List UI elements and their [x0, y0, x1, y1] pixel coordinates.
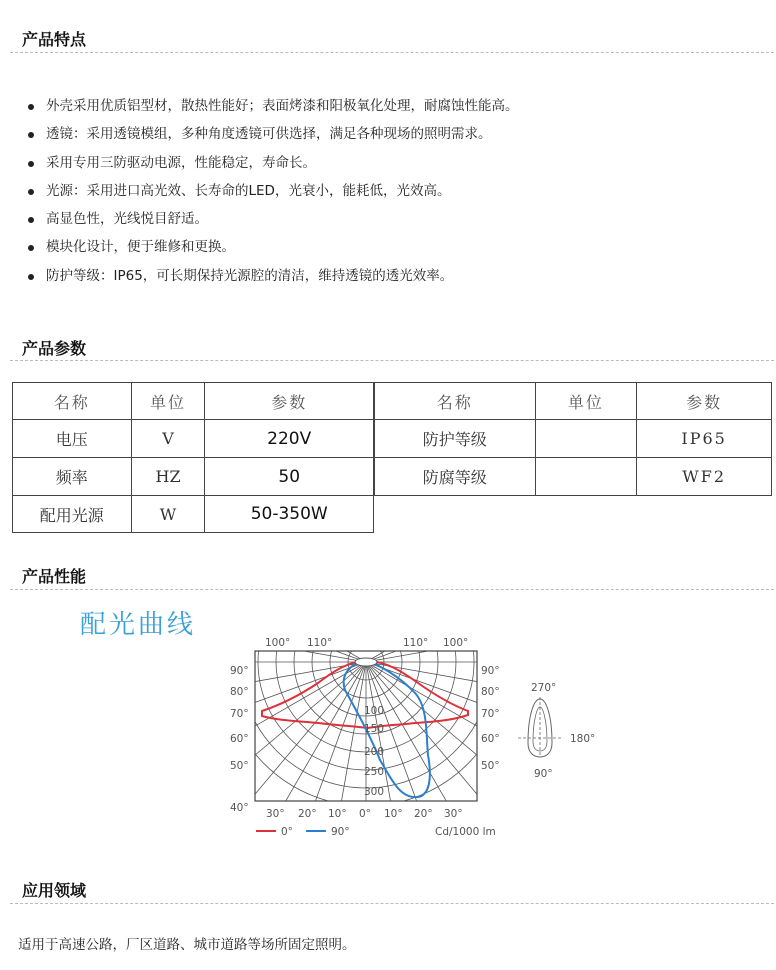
params-table-left	[12, 382, 374, 533]
param-unit: V	[131, 420, 205, 458]
param-name: 配用光源	[13, 496, 132, 533]
bottom-label: 10°	[328, 808, 347, 820]
bottom-label: 20°	[298, 808, 317, 820]
curve-title: 配光曲线	[80, 610, 197, 640]
param-value: 50	[205, 458, 374, 496]
left-label: 60°	[230, 733, 249, 745]
radial-label: 250	[364, 766, 385, 778]
left-label: 40°	[230, 802, 249, 814]
performance-divider	[10, 589, 774, 590]
header-unit: 单位	[131, 383, 205, 420]
orientation-label-270: 270°	[531, 682, 557, 694]
params-section-title: 产品参数	[22, 339, 87, 358]
header-value: 参数	[205, 383, 374, 420]
grid-radial	[366, 610, 661, 662]
header-name: 名称	[375, 383, 536, 420]
grid-radial	[366, 595, 626, 662]
orientation-diagram	[518, 682, 595, 780]
param-unit: HZ	[131, 458, 205, 496]
feature-item: 模块化设计，便于维修和更换。	[28, 233, 519, 261]
features-divider	[10, 52, 774, 53]
param-name: 电压	[13, 420, 132, 458]
feature-item: 防护等级：IP65，可长期保持光源腔的清洁，维持透镜的透光效率。	[28, 262, 519, 290]
legend-label-0deg: 0°	[281, 826, 293, 838]
param-name: 防护等级	[375, 420, 536, 458]
header-name: 名称	[13, 383, 132, 420]
bottom-label: 20°	[414, 808, 433, 820]
param-unit	[535, 458, 637, 496]
feature-item: 透镜：采用透镜模组，多种角度透镜可供选择，满足各种现场的照明需求。	[28, 120, 519, 148]
bottom-label: 30°	[266, 808, 285, 820]
features-list	[28, 92, 519, 290]
orientation-label-180: 180°	[570, 733, 596, 745]
radial-label: 200	[364, 746, 385, 758]
grid-radial	[366, 595, 648, 662]
param-value: 220V	[205, 420, 374, 458]
grid-radial	[263, 662, 366, 855]
application-divider	[10, 903, 774, 904]
left-label: 80°	[230, 686, 249, 698]
legend-label-90deg: 90°	[331, 826, 350, 838]
left-label: 70°	[230, 708, 249, 720]
param-name: 频率	[13, 458, 132, 496]
radial-label: 150	[364, 723, 385, 735]
luminaire-center	[355, 658, 377, 666]
param-unit: W	[131, 496, 205, 533]
bottom-label: 10°	[384, 808, 403, 820]
application-text: 适用于高速公路，厂区道路、城市道路等场所固定照明。	[18, 937, 356, 953]
feature-item: 采用专用三防驱动电源，性能稳定，寿命长。	[28, 149, 519, 177]
header-unit: 单位	[535, 383, 637, 420]
grid-radial	[84, 662, 366, 765]
top-right-label: 100°	[443, 637, 469, 649]
right-label: 60°	[481, 733, 500, 745]
top-left-label: 110°	[307, 637, 333, 649]
param-value: 50-350W	[205, 496, 374, 533]
top-left-label: 100°	[265, 637, 291, 649]
light-distribution-curve	[0, 595, 776, 855]
unit-label: Cd/1000 lm	[435, 826, 496, 838]
param-value: WF2	[637, 458, 772, 496]
bottom-label: 30°	[444, 808, 463, 820]
left-label: 50°	[230, 760, 249, 772]
radial-label: 300	[364, 786, 385, 798]
header-value: 参数	[637, 383, 772, 420]
bottom-label: 0°	[359, 808, 371, 820]
right-label: 50°	[481, 760, 500, 772]
right-label: 70°	[481, 708, 500, 720]
feature-item: 高显色性，光线悦目舒适。	[28, 205, 519, 233]
param-value: IP65	[637, 420, 772, 458]
performance-section-title: 产品性能	[22, 567, 87, 586]
param-unit	[535, 420, 637, 458]
left-label: 90°	[230, 665, 249, 677]
right-label: 90°	[481, 665, 500, 677]
params-divider	[10, 360, 774, 361]
feature-item: 光源：采用进口高光效、长寿命的LED，光衰小，能耗低，光效高。	[28, 177, 519, 205]
orientation-label-90: 90°	[534, 768, 553, 780]
params-table-right	[374, 382, 772, 496]
top-right-label: 110°	[403, 637, 429, 649]
feature-item: 外壳采用优质铝型材，散热性能好；表面烤漆和阳极氧化处理，耐腐蚀性能高。	[28, 92, 519, 120]
grid-radial	[366, 662, 418, 855]
application-section-title: 应用领域	[22, 881, 87, 900]
right-label: 80°	[481, 686, 500, 698]
param-name: 防腐等级	[375, 458, 536, 496]
features-section-title: 产品特点	[22, 30, 87, 49]
radial-label: 100	[364, 705, 385, 717]
